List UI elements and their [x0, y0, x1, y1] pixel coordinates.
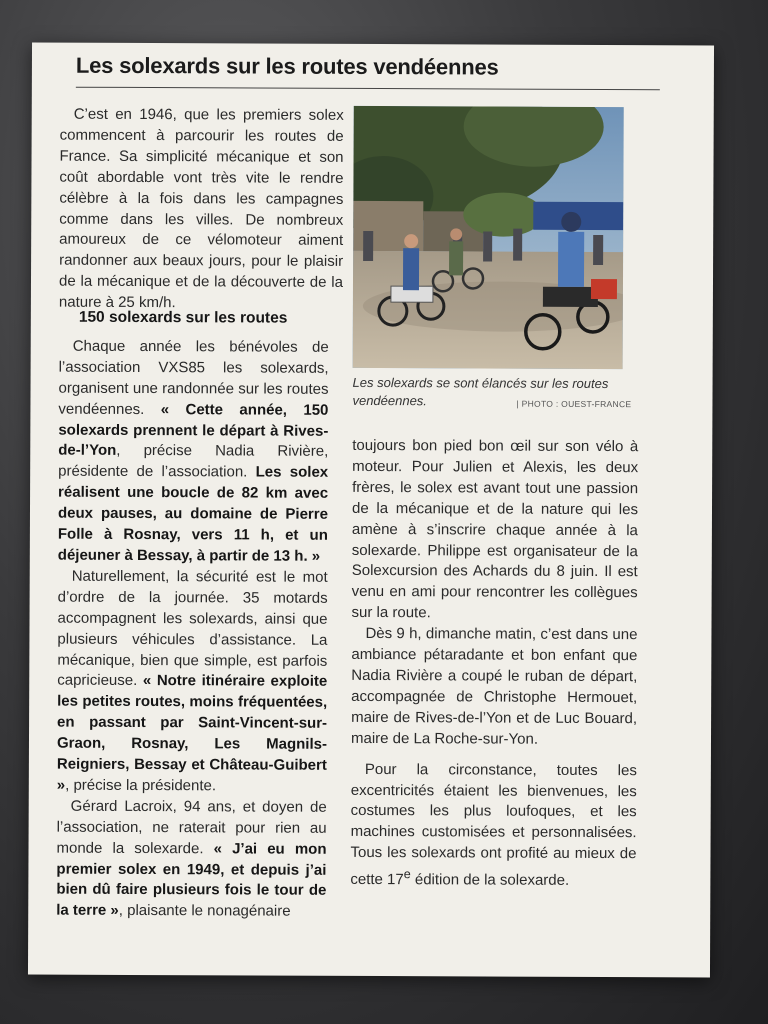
intro-column [59, 105, 344, 315]
p1-quote-a: « Cette année, 150 solexards prennent le départ à Rives-de-l’Yon [58, 400, 329, 460]
paragraph-5: Dès 9 h, dimanche matin, c’est dans une ambiance pétaradante et bon enfant que Nadia Rivière a coupé le ruban de départ, accompagnée de Christophe Hermouet, maire de Rives-de-l’Yon et de Luc Bouard, maire de La Roche-sur-Yon. [350, 625, 638, 748]
p1-text-b: , précise Nadia Rivière, présidente de l’association. [58, 442, 329, 481]
intro-paragraph: C’est en 1946, que les premiers solex commencent à parcourir les routes de France. Sa simplicité mécanique et son coût abordable vont très vite le rendre célèbre à la fois dans les campagnes comme dans les villes. De nombreux amoureux de ce vélomoteur aiment randonner aux beaux jours, pour le plaisir de la mécanique et de la découverte de la nature à 25 km/h. [58, 105, 344, 312]
p2-text-a: Naturellement, la sécurité est le mot d’ordre de la journée. 35 motards accompagnent les solexards, ainsi que plusieurs véhicules d’assistance. La mécanique, bien que simple, est parfois capricieuse. [57, 567, 328, 690]
newspaper-clipping [28, 43, 714, 978]
p6-superscript: e [403, 867, 411, 882]
paragraph-4: toujours bon pied bon œil sur son vélo à moteur. Pour Julien et Alexis, les deux frères, le solex est avant tout une passion de la mécanique et de la nature qui les amène à s’inscrire chaque année à la solexarde. Philippe est organisateur de la Solexcursion des Achards du 8 juin. Il est venu en ami pour rencontrer les collègues sur la route. [351, 436, 639, 622]
p3-text-b: , plaisante le nonagénaire [118, 902, 291, 921]
paragraph-2 [57, 567, 328, 798]
p2-quote: « Notre itinéraire exploite les petites routes, moins fréquentées, en passant par Saint-Vincent-sur-Graon, Rosnay, Les Magnils-Reigniers, Bessay et Château-Guibert » [56, 672, 328, 794]
p3-text-a: Gérard Lacroix, 94 ans, et doyen de l’association, ne raterait pour rien au monde la solexarde. [56, 797, 327, 857]
p3-quote: « J’ai eu mon premier solex en 1949, et depuis j’ai bien dû faire plusieurs fois le tour de la terre » [56, 839, 327, 920]
paragraph-1 [58, 337, 329, 568]
caption-text: Les solexards se sont élancés sur les routes vendéennes. [352, 374, 609, 409]
p6-text-b: édition de la solexarde. [410, 871, 570, 889]
right-column [350, 436, 638, 892]
p1-quote-b: Les solex réalisent une boucle de 82 km avec deux pauses, au domaine de Pierre Folle à Rosnay, vers 11 h, et un déjeuner à Bessay, à partir de 13 h. » [57, 463, 329, 565]
p2-text-b: , précise la présidente. [65, 776, 217, 795]
subheading: 150 solexards sur les routes [78, 308, 288, 327]
title-rule [76, 87, 660, 91]
left-column [56, 298, 329, 923]
article-title: Les solexards sur les routes vendéennes [75, 52, 499, 80]
p6-text-a: Pour la circonstance, toutes les excentricités étaient les bienvenues, les costumes les plus loufoques, et les machines customisées et personnalisées. Tous les solexards ont profité au mieux de cette 17 [350, 760, 637, 889]
article-photo [353, 106, 624, 369]
p1-text-a: Chaque année les bénévoles de l’association VXS85 les solexards, organisent une randonnée sur les routes vendéennes. [58, 337, 329, 418]
paragraph-3 [56, 796, 327, 923]
photo-credit: | PHOTO : OUEST-FRANCE [516, 398, 632, 410]
paragraph-6 [350, 760, 637, 893]
solex-riders-photo [353, 106, 624, 369]
